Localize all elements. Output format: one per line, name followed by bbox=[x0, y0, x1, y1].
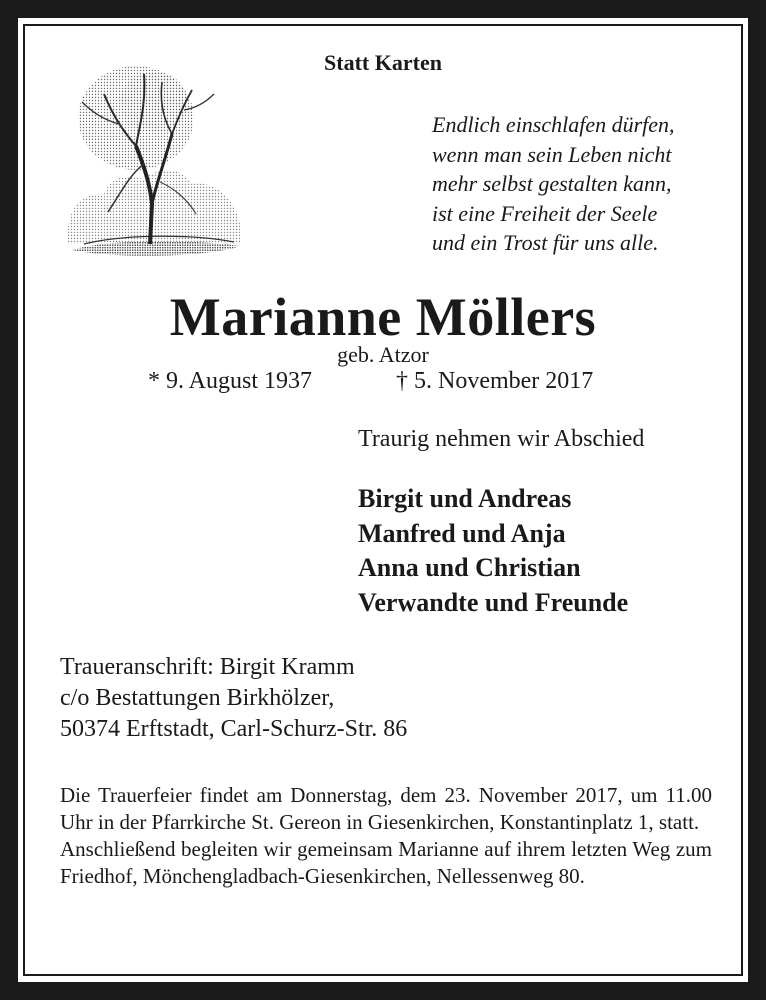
service-paragraph: Die Trauerfeier findet am Donnerstag, dem 23. November 2017, um 11.00 Uhr in der Pfarrkirche St. Gereon in Giesenkirchen, Konstantinplatz 1, statt. bbox=[60, 783, 712, 834]
farewell-line: Traurig nehmen wir Abschied bbox=[358, 426, 645, 452]
quote-line: mehr selbst gestalten kann, bbox=[432, 171, 672, 196]
maiden-name: geb. Atzor bbox=[337, 342, 429, 367]
mourning-address bbox=[60, 652, 407, 745]
address-line: c/o Bestattungen Birkhölzer, bbox=[60, 685, 335, 711]
quote bbox=[432, 110, 675, 258]
header-statt-karten: Statt Karten bbox=[324, 50, 442, 75]
birth-date: * 9. August 1937 bbox=[148, 368, 313, 394]
mourner-entry: Birgit und Andreas bbox=[358, 484, 572, 513]
address-line: 50374 Erftstadt, Carl-Schurz-Str. 86 bbox=[60, 716, 408, 742]
mourners-list bbox=[358, 482, 628, 620]
service-details bbox=[60, 782, 712, 890]
mourner-entry: Verwandte und Freunde bbox=[358, 587, 629, 617]
tree-illustration-icon bbox=[64, 54, 244, 284]
death-date: † 5. November 2017 bbox=[396, 368, 594, 394]
deceased-name: Marianne Möllers bbox=[169, 287, 597, 347]
quote-line: Endlich einschlafen dürfen, bbox=[432, 112, 675, 137]
quote-line: und ein Trost für uns alle. bbox=[432, 230, 659, 255]
mourner-entry: Manfred und Anja bbox=[358, 518, 566, 548]
mourner-entry: Anna und Christian bbox=[358, 553, 581, 582]
address-line: Traueranschrift: Birgit Kramm bbox=[60, 654, 355, 680]
quote-line: ist eine Freiheit der Seele bbox=[432, 200, 658, 226]
service-paragraph: Anschließend begleiten wir gemeinsam Marianne auf ihrem letzten Weg zum Friedhof, Mönchengladbach-Giesenkirchen, Nellessenweg 80. bbox=[60, 837, 712, 888]
quote-line: wenn man sein Leben nicht bbox=[432, 141, 672, 167]
